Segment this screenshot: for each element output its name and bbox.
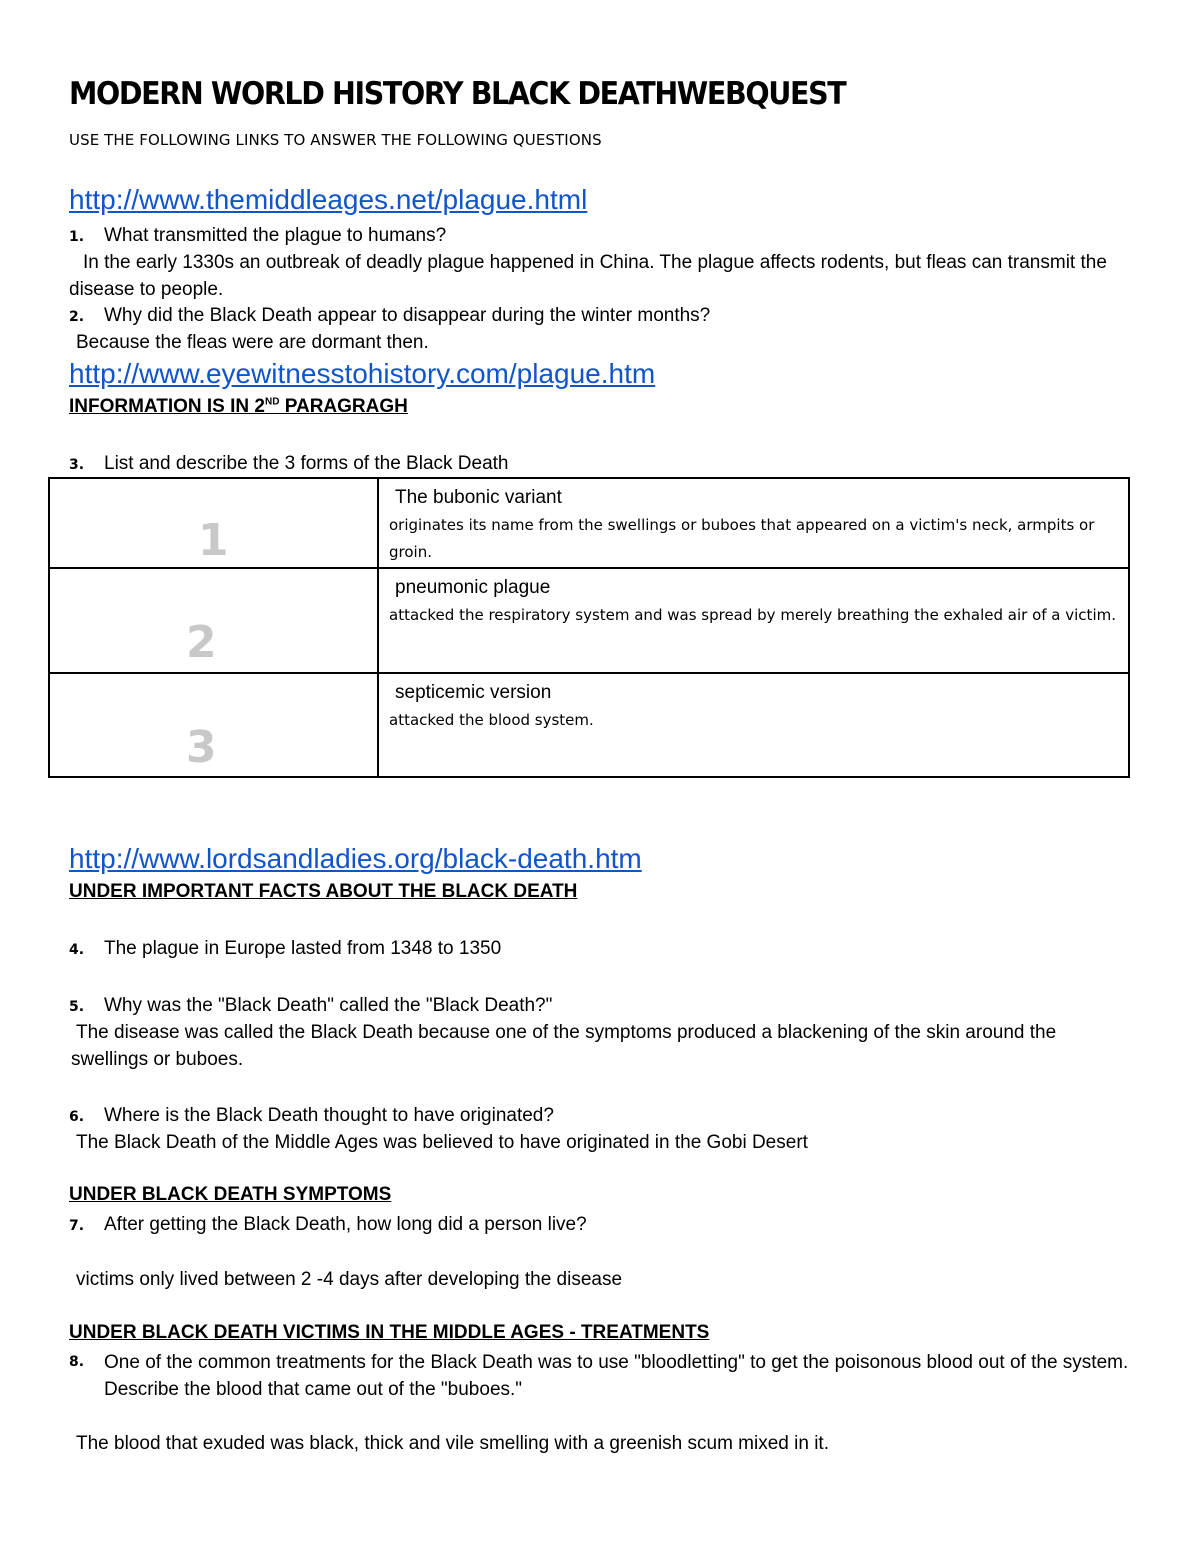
question-1 xyxy=(69,222,446,251)
answer-1: In the early 1330s an outbreak of deadly plague happened in China. The plague affects rodents, but fleas can transmit the disease to people. xyxy=(69,252,1107,300)
info-heading xyxy=(69,396,408,418)
question-text: What transmitted the plague to humans? xyxy=(104,225,447,246)
form-number: 2 xyxy=(186,617,217,668)
question-5 xyxy=(69,992,552,1021)
form-name: pneumonic plague xyxy=(395,577,551,598)
info-heading-prefix: INFORMATION IS IN 2 xyxy=(69,396,265,417)
question-text: One of the common treatments for the Black Death was to use "bloodletting" to get the poisonous blood out of the system. Describe the blood that came out of the "buboes." xyxy=(104,1352,1129,1400)
form-description-cell xyxy=(378,568,1129,673)
form-description: originates its name from the swellings or buboes that appeared on a victim's neck, armpits or groin. xyxy=(389,516,1095,561)
answer-7: victims only lived between 2 -4 days after developing the disease xyxy=(76,1269,623,1290)
question-text: Why was the "Black Death" called the "Black Death?" xyxy=(104,995,553,1016)
question-number: 6. xyxy=(69,1109,85,1125)
question-number: 8. xyxy=(69,1354,85,1370)
form-name: septicemic version xyxy=(395,682,552,703)
page-title: MODERN WORLD HISTORY BLACK DEATHWEBQUEST xyxy=(69,76,846,112)
question-8 xyxy=(69,1349,1134,1403)
question-number: 4. xyxy=(69,942,85,958)
form-description-cell xyxy=(378,478,1129,568)
form-description-cell xyxy=(378,673,1129,777)
facts-heading: UNDER IMPORTANT FACTS ABOUT THE BLACK DEATH xyxy=(69,881,578,902)
question-number: 2. xyxy=(69,309,85,325)
form-description: attacked the respiratory system and was spread by merely breathing the exhaled air of a victim. xyxy=(389,606,1116,624)
question-number: 5. xyxy=(69,999,85,1015)
form-number-cell xyxy=(49,673,378,777)
answer-2: Because the fleas were are dormant then. xyxy=(76,332,429,353)
question-6 xyxy=(69,1102,554,1131)
question-number: 7. xyxy=(69,1218,85,1234)
question-text: Why did the Black Death appear to disappear during the winter months? xyxy=(104,305,711,326)
info-heading-suffix: PARAGRAGH xyxy=(279,396,408,417)
answer-8: The blood that exuded was black, thick and vile smelling with a greenish scum mixed in it. xyxy=(76,1433,829,1454)
question-7 xyxy=(69,1211,587,1240)
question-text: The plague in Europe lasted from 1348 to 1350 xyxy=(104,938,502,959)
table-row xyxy=(49,673,1129,777)
link-lordsandladies[interactable]: http://www.lordsandladies.org/black-death.htm xyxy=(69,843,642,874)
question-4 xyxy=(69,935,501,964)
form-number-cell xyxy=(49,568,378,673)
form-description: attacked the blood system. xyxy=(389,711,594,729)
page-subtitle: USE THE FOLLOWING LINKS TO ANSWER THE FOLLOWING QUESTIONS xyxy=(69,131,602,149)
form-number-cell xyxy=(49,478,378,568)
question-number: 3. xyxy=(69,457,85,473)
question-number: 1. xyxy=(69,229,85,245)
form-number: 3 xyxy=(186,722,217,773)
answer-5: The disease was called the Black Death because one of the symptoms produced a blackening of the skin around the swellings or buboes. xyxy=(71,1022,1057,1070)
info-heading-sup: ND xyxy=(264,396,280,408)
form-name: The bubonic variant xyxy=(395,487,562,508)
question-text: Where is the Black Death thought to have originated? xyxy=(104,1105,554,1126)
table-row xyxy=(49,568,1129,673)
table-row xyxy=(49,478,1129,568)
answer-6: The Black Death of the Middle Ages was believed to have originated in the Gobi Desert xyxy=(76,1132,808,1153)
question-text: List and describe the 3 forms of the Black Death xyxy=(104,453,509,474)
question-3 xyxy=(69,450,509,479)
form-number: 1 xyxy=(198,515,229,566)
link-themiddleages[interactable]: http://www.themiddleages.net/plague.html xyxy=(69,184,588,215)
forms-table xyxy=(48,477,1130,778)
link-eyewitnesstohistory[interactable]: http://www.eyewitnesstohistory.com/plague.htm xyxy=(69,358,656,389)
treatments-heading: UNDER BLACK DEATH VICTIMS IN THE MIDDLE AGES - TREATMENTS xyxy=(69,1322,710,1343)
symptoms-heading: UNDER BLACK DEATH SYMPTOMS xyxy=(69,1184,392,1205)
question-text: After getting the Black Death, how long did a person live? xyxy=(104,1214,587,1235)
question-2 xyxy=(69,302,710,331)
